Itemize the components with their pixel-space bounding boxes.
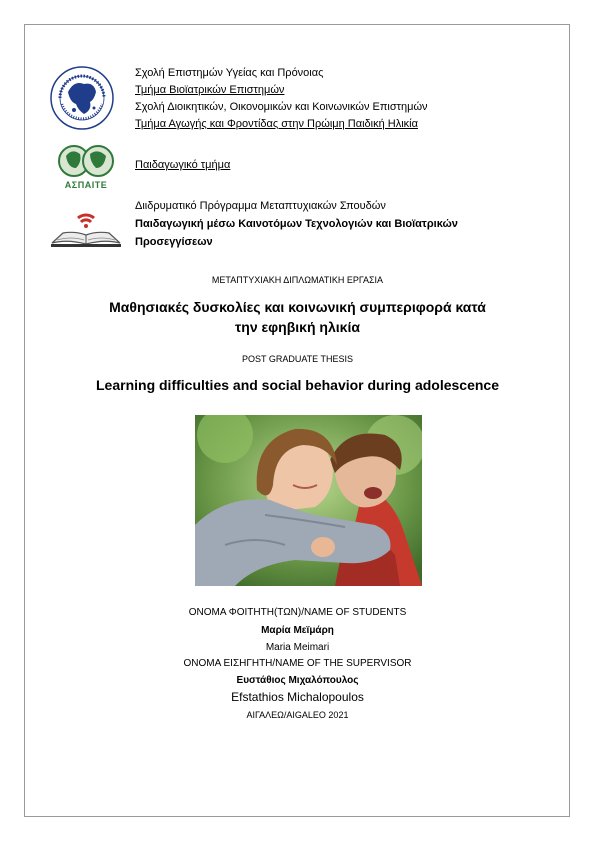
student-name-english: Maria Meimari: [265, 642, 330, 653]
place-year: ΑΙΓΑΛΕΩ/AIGALEO 2021: [246, 710, 349, 720]
aspaite-logo-text: ΑΣΠΑΙΤΕ: [64, 180, 108, 190]
thesis-label-english: POST GRADUATE THESIS: [241, 354, 354, 364]
cover-photo: [195, 415, 422, 586]
book-wifi-logo: [49, 209, 123, 249]
thesis-label-greek: ΜΕΤΑΠΤΥΧΙΑΚΗ ΔΙΠΛΩΜΑΤΙΚΗ ΕΡΓΑΣΙΑ: [211, 275, 384, 285]
thesis-title-greek-line2: την εφηβική ηλικία: [235, 319, 360, 335]
thesis-title-greek-line1: Μαθησιακές δυσκολίες και κοινωνική συμπεριφορά κατά: [109, 299, 486, 315]
student-name-greek: Μαρία Μεϊμάρη: [261, 625, 334, 636]
dept-biomedical-sciences[interactable]: Τμήμα Βιοϊατρικών Επιστημών: [135, 84, 285, 96]
dept-early-childhood-care[interactable]: Τμήμα Αγωγής και Φροντίδας στην Πρώιμη Παιδική Ηλικία: [135, 118, 418, 130]
school-admin-economics-social: Σχολή Διοικητικών, Οικονομικών και Κοινωνικών Επιστημών: [135, 101, 428, 113]
supervisor-name-english: Efstathios Michalopoulos: [231, 690, 364, 704]
student-label: ΟΝΟΜΑ ΦΟΙΤΗΤΗ(ΤΩΝ)/NAME OF STUDENTS: [188, 607, 407, 618]
supervisor-name-greek: Ευστάθιος Μιχαλόπουλος: [236, 675, 359, 686]
school-health-welfare: Σχολή Επιστημών Υγείας και Πρόνοιας: [135, 67, 324, 79]
supervisor-label: ΟΝΟΜΑ ΕΙΣΗΓΗΤΗ/NAME OF THE SUPERVISOR: [183, 658, 412, 669]
dept-pedagogy[interactable]: Παιδαγωγικό τμήμα: [135, 159, 231, 171]
program-title-line1: Παιδαγωγική μέσω Καινοτόμων Τεχνολογιών και Βιοϊατρικών: [135, 218, 458, 230]
uniwa-logo: [50, 66, 114, 130]
thesis-title-english: Learning difficulties and social behavior during adolescence: [96, 377, 499, 393]
inter-institutional-program: Διιδρυματικό Πρόγραμμα Μεταπτυχιακών Σπουδών: [135, 200, 386, 212]
program-title-line2: Προσεγγίσεων: [135, 236, 213, 248]
